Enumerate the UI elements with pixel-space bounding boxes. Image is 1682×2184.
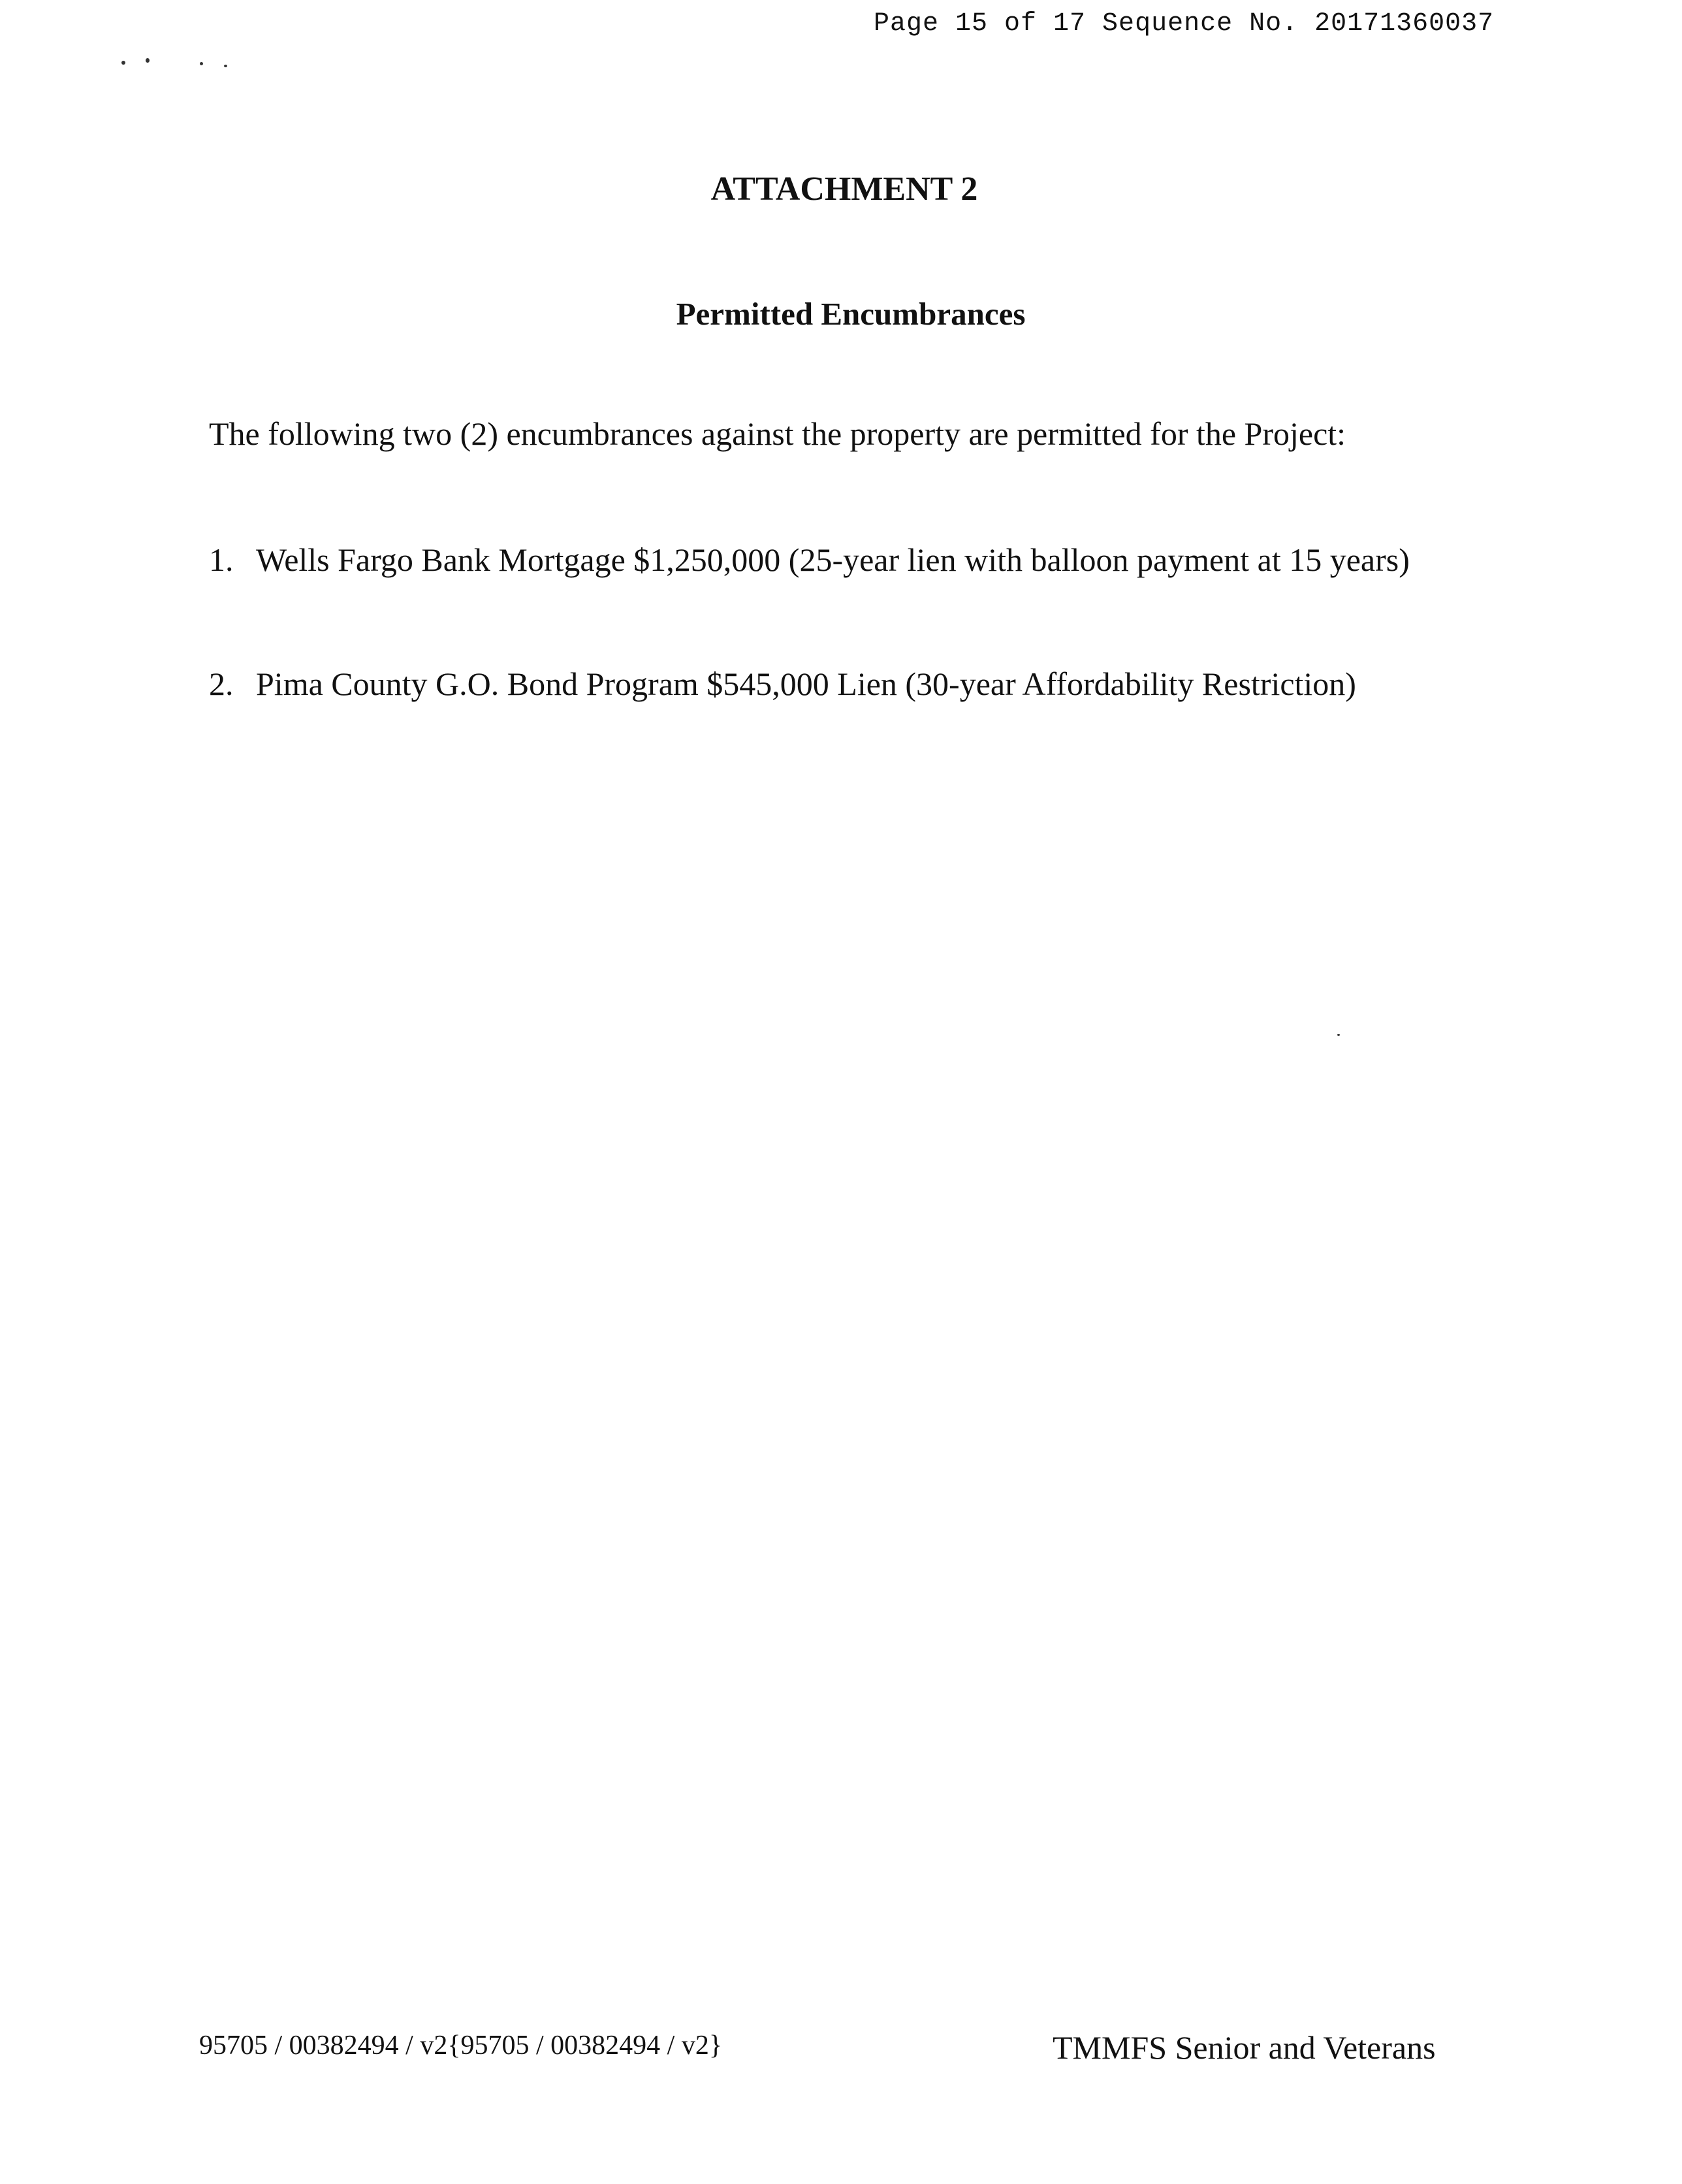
- footer-document-id: 95705 / 00382494 / v2{95705 / 00382494 / v2}: [199, 2031, 722, 2061]
- list-item-number: 2.: [209, 666, 234, 702]
- page-sequence-stamp: Page 15 of 17 Sequence No. 20171360037: [874, 9, 1495, 39]
- scan-speck: [146, 58, 150, 63]
- scan-speck: [200, 62, 203, 65]
- list-item-text: Wells Fargo Bank Mortgage $1,250,000 (25-year lien with balloon payment at 15 years): [256, 541, 1410, 578]
- list-item: [209, 665, 1356, 703]
- footer-project-name: TMMFS Senior and Veterans: [1053, 2029, 1436, 2066]
- list-item-number: 1.: [209, 541, 234, 578]
- list-item-text: Pima County G.O. Bond Program $545,000 Lien (30-year Affordability Restriction): [256, 666, 1356, 702]
- intro-paragraph: The following two (2) encumbrances against the property are permitted for the Project:: [209, 415, 1346, 452]
- scan-speck: [224, 65, 227, 67]
- attachment-title: ATTACHMENT 2: [710, 170, 978, 208]
- scan-speck: [1337, 1034, 1340, 1036]
- section-title: Permitted Encumbrances: [676, 296, 1026, 332]
- list-item: [209, 541, 1410, 579]
- scan-speck: [121, 61, 125, 65]
